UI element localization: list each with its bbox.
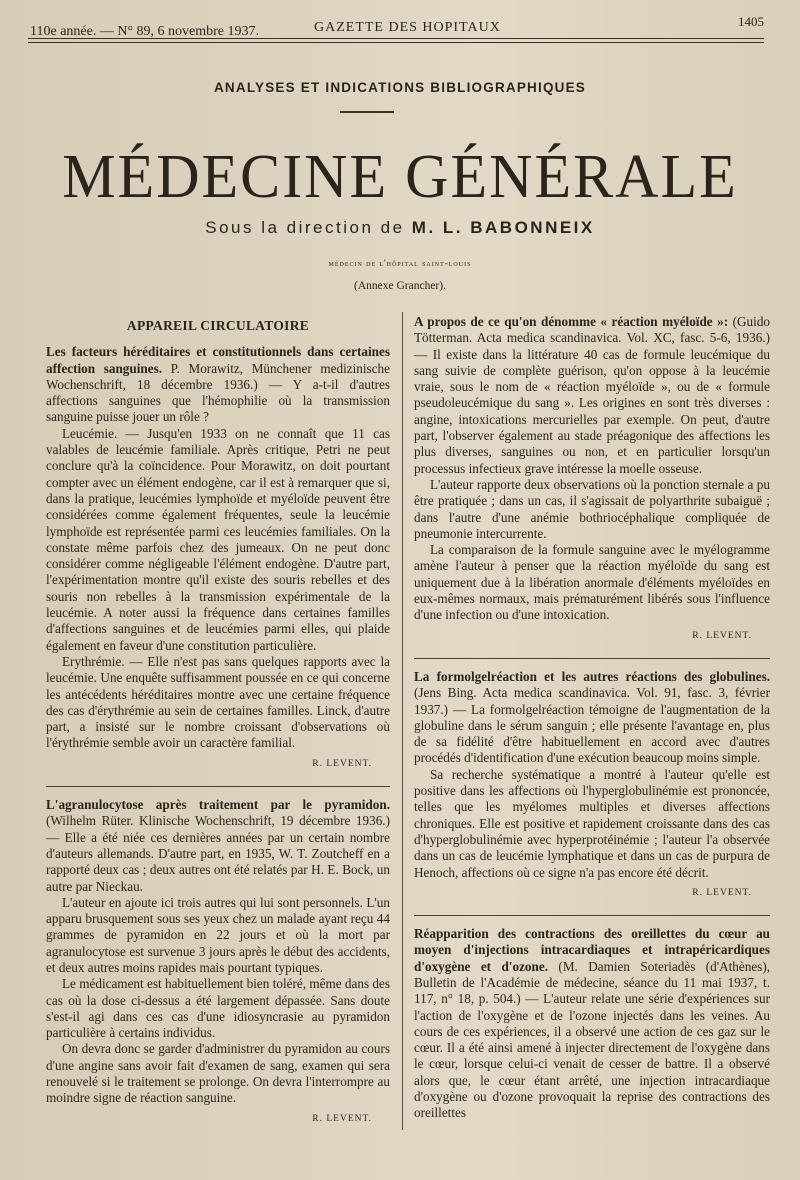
article-paragraph: Leucémie. — Jusqu'en 1933 on ne connaît que 11 cas valables de leucémie familiale. Après critique, Petri ne peut conclure qu'à la coïncidence. Pour Morawitz, on doit pourtant compter avec un élément endogène, car il est à remarquer que si, dans la pratique, leucémies lymphoïde et myéloïde peuvent être considérées comme également fréquentes, seule la leucémie lymphoïde est représentée parmi ces leucémies familiales. On la constate même parfois chez des jumeaux. On ne peut donc considérer comme négligeable l'élément endogène. D'autre part, l'expérimentation montre qu'il existe des souris rebelles et des souris non rebelles à la transmission expérimentale de la leucémie. A noter aussi la fréquence dans certaines familles d'affections sanguines et de leucémies parmi elles, qui plaide également en faveur d'une constitution particulière.	[46, 425, 390, 653]
article	[46, 797, 390, 1127]
article-body	[46, 797, 390, 895]
page-number: 1405	[738, 14, 764, 29]
column-heading: APPAREIL CIRCULATOIRE	[126, 318, 310, 333]
issue-info: 110e année. — N° 89, 6 novembre 1937.	[30, 24, 260, 39]
section-label: ANALYSES ET INDICATIONS BIBLIOGRAPHIQUES	[213, 80, 587, 95]
article	[414, 314, 770, 644]
article-paragraph: Sa recherche systématique a montré à l'auteur qu'elle est positive dans les affections où l'hyperglobulinémie est prononcée, telles que les myélomes multiples et diverses affections chroniques. Elle est positive et rapidement croissante dans des cas d'hyperglobulinémie avec hyperprotéinémie ; l'auteur l'a observée dans un cas de leucémie lymphatique et dans un cas de purpura de Henoch, affections où ce signe n'a pas encore été décrit.	[414, 766, 770, 880]
article-signature: R. LEVENT.	[692, 630, 752, 641]
article-title: Les facteurs héréditaires et constitutionnels dans certaines affection sanguines.	[46, 344, 390, 376]
article-body	[414, 314, 770, 477]
article-title: Réapparition des contractions des oreillettes du cœur au moyen d'injections intracardiaques et intrapéricardiques d'oxygène et d'ozone.	[414, 926, 770, 974]
editor-name: M. L. BABONNEIX	[411, 218, 595, 237]
article-paragraph: On devra donc se garder d'administrer du pyramidon au cours d'une angine sans avoir fait d'examen de sang, examen qui sera renouvelé si le traitement se prolonge. On devra l'interrompre au moindre signe de réaction sanguine.	[46, 1041, 390, 1106]
header-rule-top	[28, 38, 764, 39]
article-title: La formolgelréaction et les autres réactions des globulines.	[414, 668, 770, 684]
article-signature: R. LEVENT.	[692, 887, 752, 898]
editor-affiliation: médecin de l'hôpital saint-louis	[328, 258, 472, 268]
page-title: MÉDECINE GÉNÉRALE	[62, 141, 738, 211]
editor-annex: (Annexe Grancher).	[354, 280, 446, 292]
article	[46, 344, 390, 772]
article-paragraph: L'auteur rapporte deux observations où la ponction sternale a pu être pratiquée ; dans un cas, il s'agissait de polyarthrite subaiguë ; dans l'autre d'une anémie bothriocéphalique compliquée de pneumonie intercurrente.	[414, 476, 770, 541]
column-divider	[402, 312, 403, 1130]
article-body	[414, 669, 770, 767]
ornament-rule	[340, 111, 394, 116]
article-paragraph: (Guido Tötterman. Acta medica scandinavica. Vol. XC, fasc. 5-6, 1936.) — Il existe dans la littérature 40 cas de formule leucémique du sang suivie de complète guérison, qu'on oppose à la leucémie vraie, sous le nom de « réaction myéloïde », ou de « formule pseudoleucémique du sang ». Les origines en sont très diverses : angine, intoxications mercurielles par exemple. On peut, d'autre part, l'observer également au stade préagonique des affections les plus diverses, sanguines ou non, et en particulier lorsqu'un processus infectieux grave intéresse la moelle osseuse.	[414, 314, 771, 476]
article-paragraph: P. Morawitz, Münchener medizinische Wochenschrift, 18 décembre 1936.) — Y a-t-il d'autres affections sanguines que l'hémophilie où la transmission sanguine puisse jouer un rôle ?	[46, 360, 390, 425]
article-title: L'agranulocytose après traitement par le pyramidon.	[46, 797, 390, 813]
right-column	[414, 304, 770, 1136]
article-paragraph: La comparaison de la formule sanguine avec le myélogramme amène l'auteur à penser que la réaction myéloïde du sang est uniquement due à la libération anormale d'éléments myéloïdes en eux-mêmes normaux, mais prématurément libérés sous l'influence d'une infection ou d'une intoxication.	[414, 542, 770, 623]
article-paragraph: (Wilhelm Rüter. Klinische Wochenschrift, 19 décembre 1936.) — Elle a été niée ces dernières années par un certain nombre d'auteurs allemands. D'autre part, en 1935, W. T. Zoutcheff en a rapporté deux cas ; deux autres ont été relatés par H. E. Bock, un autre par Nieckau.	[46, 813, 390, 894]
left-column	[46, 304, 390, 1141]
editor-line	[0, 218, 800, 238]
article-body	[414, 926, 770, 1122]
article-paragraph: Erythrémie. — Elle n'est pas sans quelques rapports avec la leucémie. Une enquête suffisamment poussée en ce qui concerne les antécédents héréditaires montre avec une certaine fréquence des cas d'érythrémie au sein de certaines familles. Linck, d'autre part, a insisté sur le nombre croissant d'observations où l'érythrémie semble avoir un caractère familial.	[46, 653, 390, 751]
article-paragraph: Le médicament est habituellement bien toléré, même dans des cas où la dose ci-dessus a été largement dépassée. Sans doute s'est-il agi dans ces cas d'une idiosyncrasie au pyramidon particulière à certains individus.	[46, 976, 390, 1041]
header-rule-bottom	[28, 42, 764, 43]
article-title: A propos de ce qu'on dénomme « réaction myéloïde »:	[414, 314, 729, 329]
editor-prefix: Sous la direction de	[205, 218, 405, 237]
article-signature: R. LEVENT.	[312, 1113, 372, 1124]
article-separator	[414, 658, 770, 659]
article-paragraph: L'auteur en ajoute ici trois autres qui lui sont personnels. L'un apparu brusquement sous ses yeux chez un malade ayant reçu 44 grammes de pyramidon en 22 jours et où la mort par agranulocytose est survenue 3 jours après le début des accidents, et deux autres moins rapides mais pourtant typiques.	[46, 894, 390, 975]
article-body	[46, 344, 390, 425]
article-signature: R. LEVENT.	[312, 758, 372, 769]
article-separator	[46, 786, 390, 787]
running-header	[30, 14, 770, 40]
journal-name: GAZETTE DES HOPITAUX	[314, 20, 501, 35]
article-separator	[414, 915, 770, 916]
article-paragraph: (Jens Bing. Acta medica scandinavica. Vol. 91, fasc. 3, février 1937.) — La formolgelréaction témoigne de l'augmentation de la globuline dans le sérum sanguin ; elle présente l'avantage en, plus de sa fidélité d'être habituellement en accord avec d'autres procédés d'identification d'une exécution beaucoup moins simple.	[414, 685, 770, 766]
article	[414, 926, 770, 1122]
article	[414, 669, 770, 901]
article-paragraph: (M. Damien Soteriadès (d'Athènes), Bulletin de l'Académie de médecine, séance du 11 mai 1937, t. 117, n° 18, p. 504.) — L'auteur relate une série d'expériences sur l'action de l'oxygène et de l'ozone injectés dans les veines. Au cours de ces expériences, il a observé une action de ces gaz sur le cœur. Il a été ainsi amené à injecter directement de l'oxygène dans le cœur, lorsque celui-ci venait de cesser de battre. Il a observé alors que, le cœur étant arrêté, une injection intracardiaque d'oxygène ou d'ozone provoquait la reprise des contractions des oreillettes	[414, 958, 771, 1121]
